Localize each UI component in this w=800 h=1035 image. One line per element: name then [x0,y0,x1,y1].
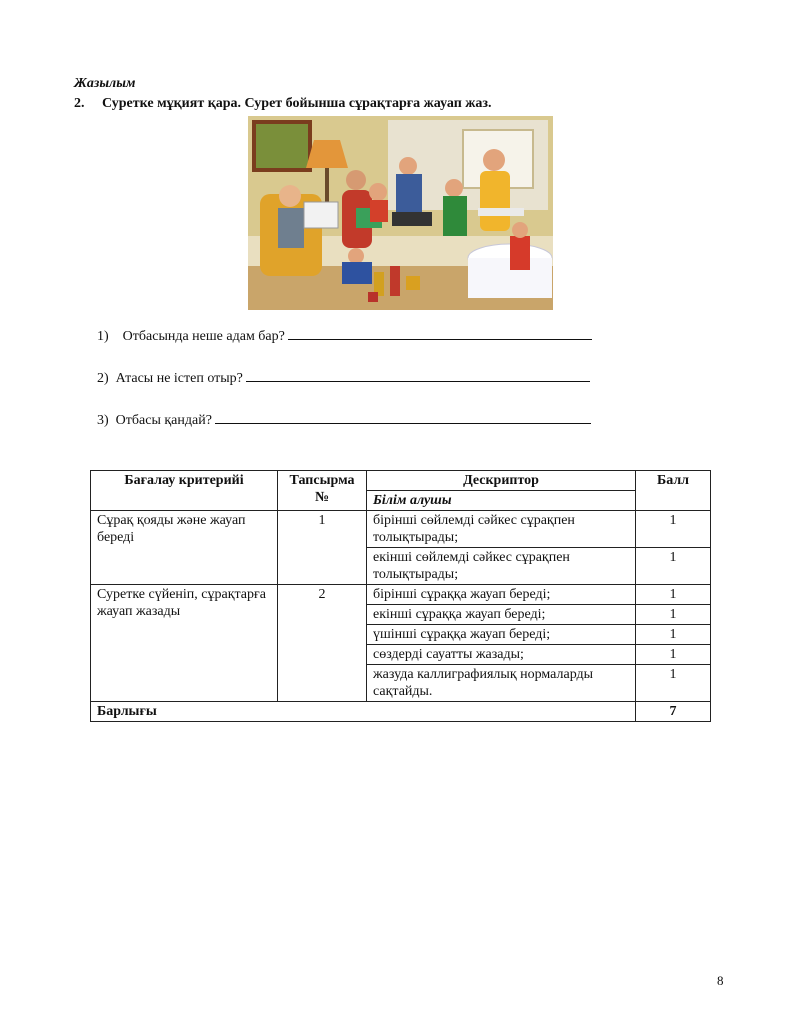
score-cell: 1 [636,625,711,645]
descriptor-cell: сөздерді сауатты жазады; [367,645,636,665]
answer-line-3[interactable] [215,411,591,424]
task-instruction [74,96,492,112]
header-task: Тапсырма № [278,471,367,511]
score-cell: 1 [636,605,711,625]
table-header-row [91,471,711,491]
header-descriptor: Дескриптор [367,471,636,491]
section-title: Жазылым [74,76,136,91]
family-illustration-drawing [248,116,553,310]
question-1-number: 1) [97,329,109,344]
criteria-cell: Суретке сүйеніп, сұрақтарға жауап жазады [91,585,278,702]
header-score: Балл [636,471,711,511]
header-criteria: Бағалау критерийі [91,471,278,511]
table-row [91,585,711,605]
question-2 [97,369,590,387]
question-2-number: 2) [97,371,109,386]
descriptor-cell: үшінші сұраққа жауап береді; [367,625,636,645]
header-descriptor-sub: Білім алушы [367,491,636,511]
total-score: 7 [636,702,711,722]
question-1 [97,327,592,345]
question-2-text: Атасы не істеп отыр? [115,371,243,386]
descriptor-cell: бірінші сөйлемді сәйкес сұрақпен толықтырады; [367,511,636,548]
descriptor-cell: бірінші сұраққа жауап береді; [367,585,636,605]
table-total-row [91,702,711,722]
task-number: 2. [74,96,85,111]
score-cell: 1 [636,665,711,702]
table-row [91,511,711,548]
descriptor-cell: жазуда каллиграфиялық нормаларды сақтайды. [367,665,636,702]
question-3 [97,411,591,429]
descriptor-cell: екінші сұраққа жауап береді; [367,605,636,625]
grading-table [90,470,711,722]
answer-line-2[interactable] [246,369,590,382]
score-cell: 1 [636,511,711,548]
task-cell: 2 [278,585,367,702]
question-3-text: Отбасы қандай? [115,413,212,428]
score-cell: 1 [636,645,711,665]
answer-line-1[interactable] [288,327,592,340]
score-cell: 1 [636,585,711,605]
task-text: Суретке мұқият қара. Сурет бойынша сұрақтарға жауап жаз. [102,96,492,111]
family-illustration [248,116,553,310]
criteria-cell: Сұрақ қояды және жауап береді [91,511,278,585]
score-cell: 1 [636,548,711,585]
descriptor-cell: екінші сөйлемді сәйкес сұрақпен толықтырады; [367,548,636,585]
question-3-number: 3) [97,413,109,428]
task-cell: 1 [278,511,367,585]
total-label: Барлығы [91,702,636,722]
question-1-text: Отбасында неше адам бар? [122,329,285,344]
page-number: 8 [717,973,724,988]
